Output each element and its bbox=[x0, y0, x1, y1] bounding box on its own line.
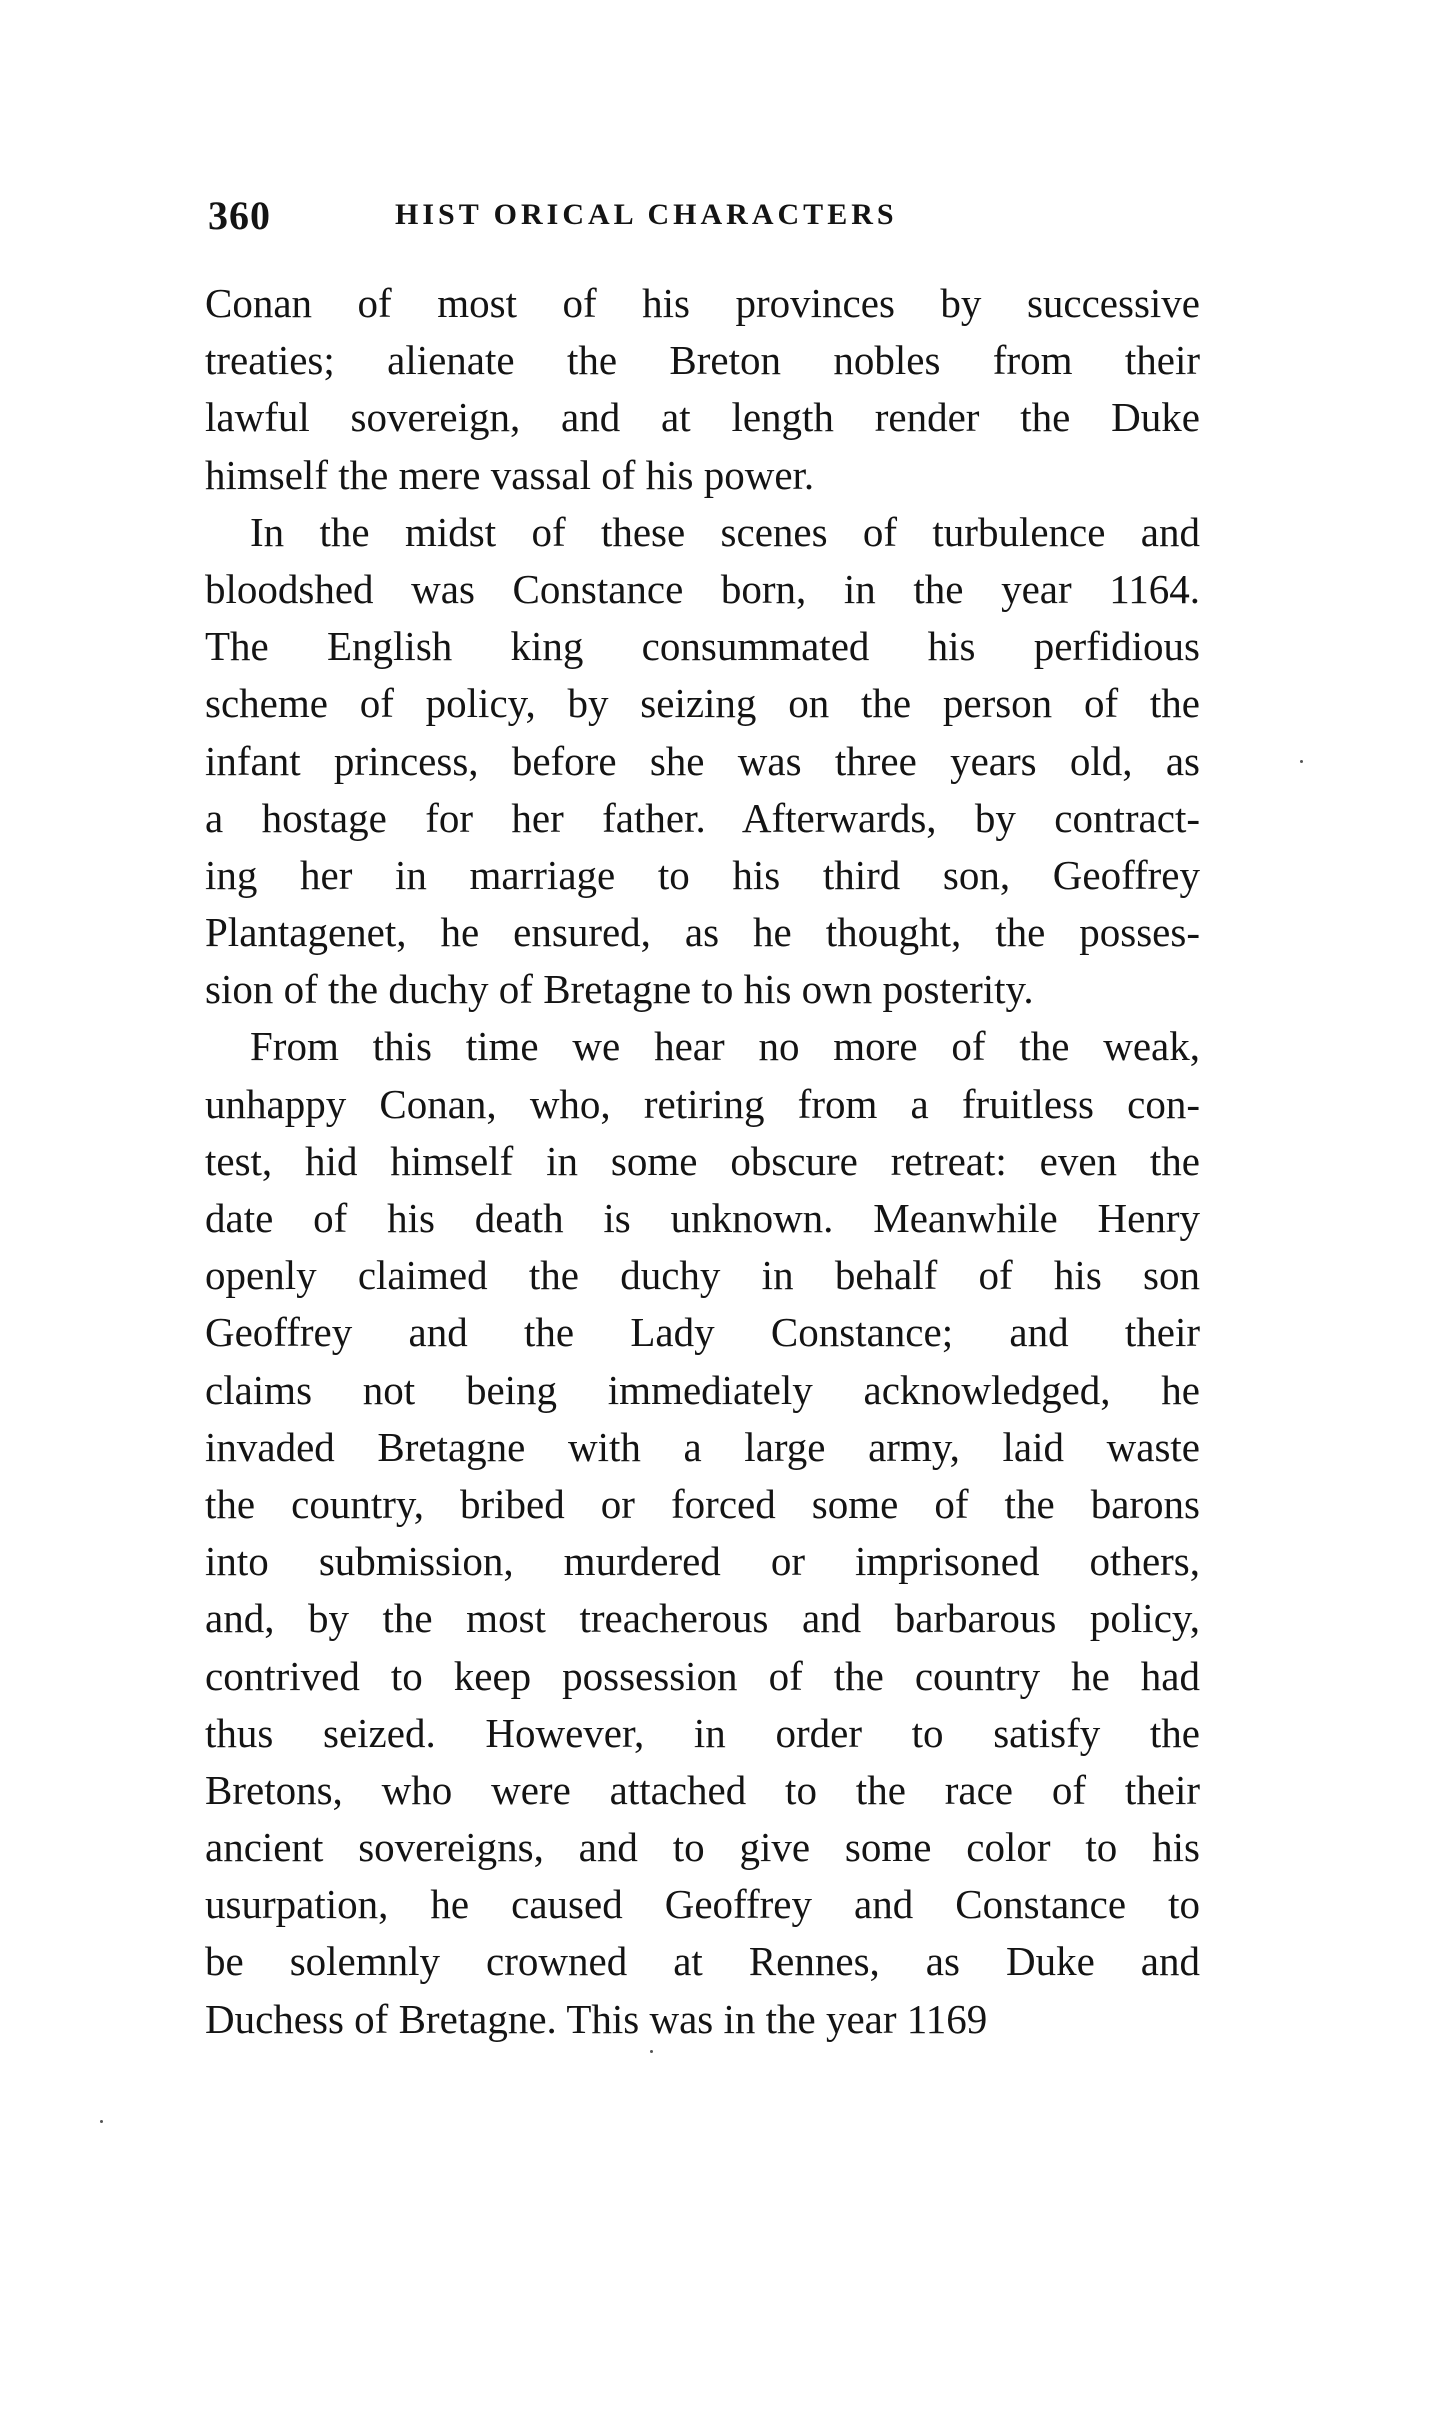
text-line: bloodshed was Constance born, in the year 1164. bbox=[205, 565, 1200, 612]
paper-speck bbox=[650, 2050, 653, 2053]
page-number: 360 bbox=[208, 193, 271, 238]
text-line: himself the mere vassal of his power. bbox=[205, 451, 815, 498]
paper-speck bbox=[1300, 760, 1303, 763]
text-line: claims not being immediately acknowledged, he bbox=[205, 1366, 1200, 1413]
text-line: Plantagenet, he ensured, as he thought, the posses- bbox=[205, 909, 1200, 956]
text-line: The English king consummated his perfidious bbox=[205, 623, 1200, 670]
paragraph-3 bbox=[205, 1018, 1200, 2047]
text-line: the country, bribed or forced some of the barons bbox=[205, 1480, 1200, 1527]
text-line: Duchess of Bretagne. This was in the year 1169 bbox=[205, 1995, 988, 2042]
text-line: treaties; alienate the Breton nobles from their bbox=[205, 337, 1200, 384]
text-line: sion of the duchy of Bretagne to his own posterity. bbox=[205, 966, 1034, 1013]
text-line: lawful sovereign, and at length render the Duke bbox=[205, 394, 1200, 441]
text-line: a hostage for her father. Afterwards, by contract- bbox=[205, 794, 1200, 841]
text-line: Conan of most of his provinces by successive bbox=[205, 280, 1200, 326]
paragraph-1 bbox=[205, 275, 1200, 504]
text-line: Geoffrey and the Lady Constance; and their bbox=[205, 1309, 1200, 1356]
text-line: openly claimed the duchy in behalf of his son bbox=[205, 1252, 1200, 1299]
body-text bbox=[205, 275, 1200, 2048]
text-line: Bretons, who were attached to the race of their bbox=[205, 1766, 1200, 1813]
paragraph-2 bbox=[205, 504, 1200, 1019]
text-line: and, by the most treacherous and barbarous policy, bbox=[205, 1595, 1200, 1642]
text-line: date of his death is unknown. Meanwhile Henry bbox=[205, 1195, 1200, 1241]
text-line: into submission, murdered or imprisoned others, bbox=[205, 1538, 1200, 1585]
text-line: ancient sovereigns, and to give some color to his bbox=[205, 1824, 1200, 1871]
running-head-title: HIST ORICAL CHARACTERS bbox=[395, 198, 898, 231]
text-line: From this time we hear no more of the weak, bbox=[250, 1023, 1200, 1070]
text-line: usurpation, he caused Geoffrey and Constance to bbox=[205, 1881, 1200, 1928]
text-line: infant princess, before she was three years old, as bbox=[205, 737, 1200, 784]
text-line: scheme of policy, by seizing on the person of the bbox=[205, 680, 1200, 727]
text-line: ing her in marriage to his third son, Geoffrey bbox=[205, 851, 1200, 898]
text-line: thus seized. However, in order to satisfy the bbox=[205, 1709, 1200, 1756]
text-line: invaded Bretagne with a large army, laid waste bbox=[205, 1423, 1200, 1470]
text-line: unhappy Conan, who, retiring from a fruitless con- bbox=[205, 1080, 1200, 1127]
running-head bbox=[200, 192, 1210, 252]
text-line: In the midst of these scenes of turbulence and bbox=[250, 508, 1200, 555]
text-line: be solemnly crowned at Rennes, as Duke and bbox=[205, 1938, 1200, 1985]
paper-speck bbox=[100, 2120, 103, 2123]
text-line: test, hid himself in some obscure retreat: even the bbox=[205, 1137, 1200, 1184]
text-line: contrived to keep possession of the country he had bbox=[205, 1652, 1200, 1699]
